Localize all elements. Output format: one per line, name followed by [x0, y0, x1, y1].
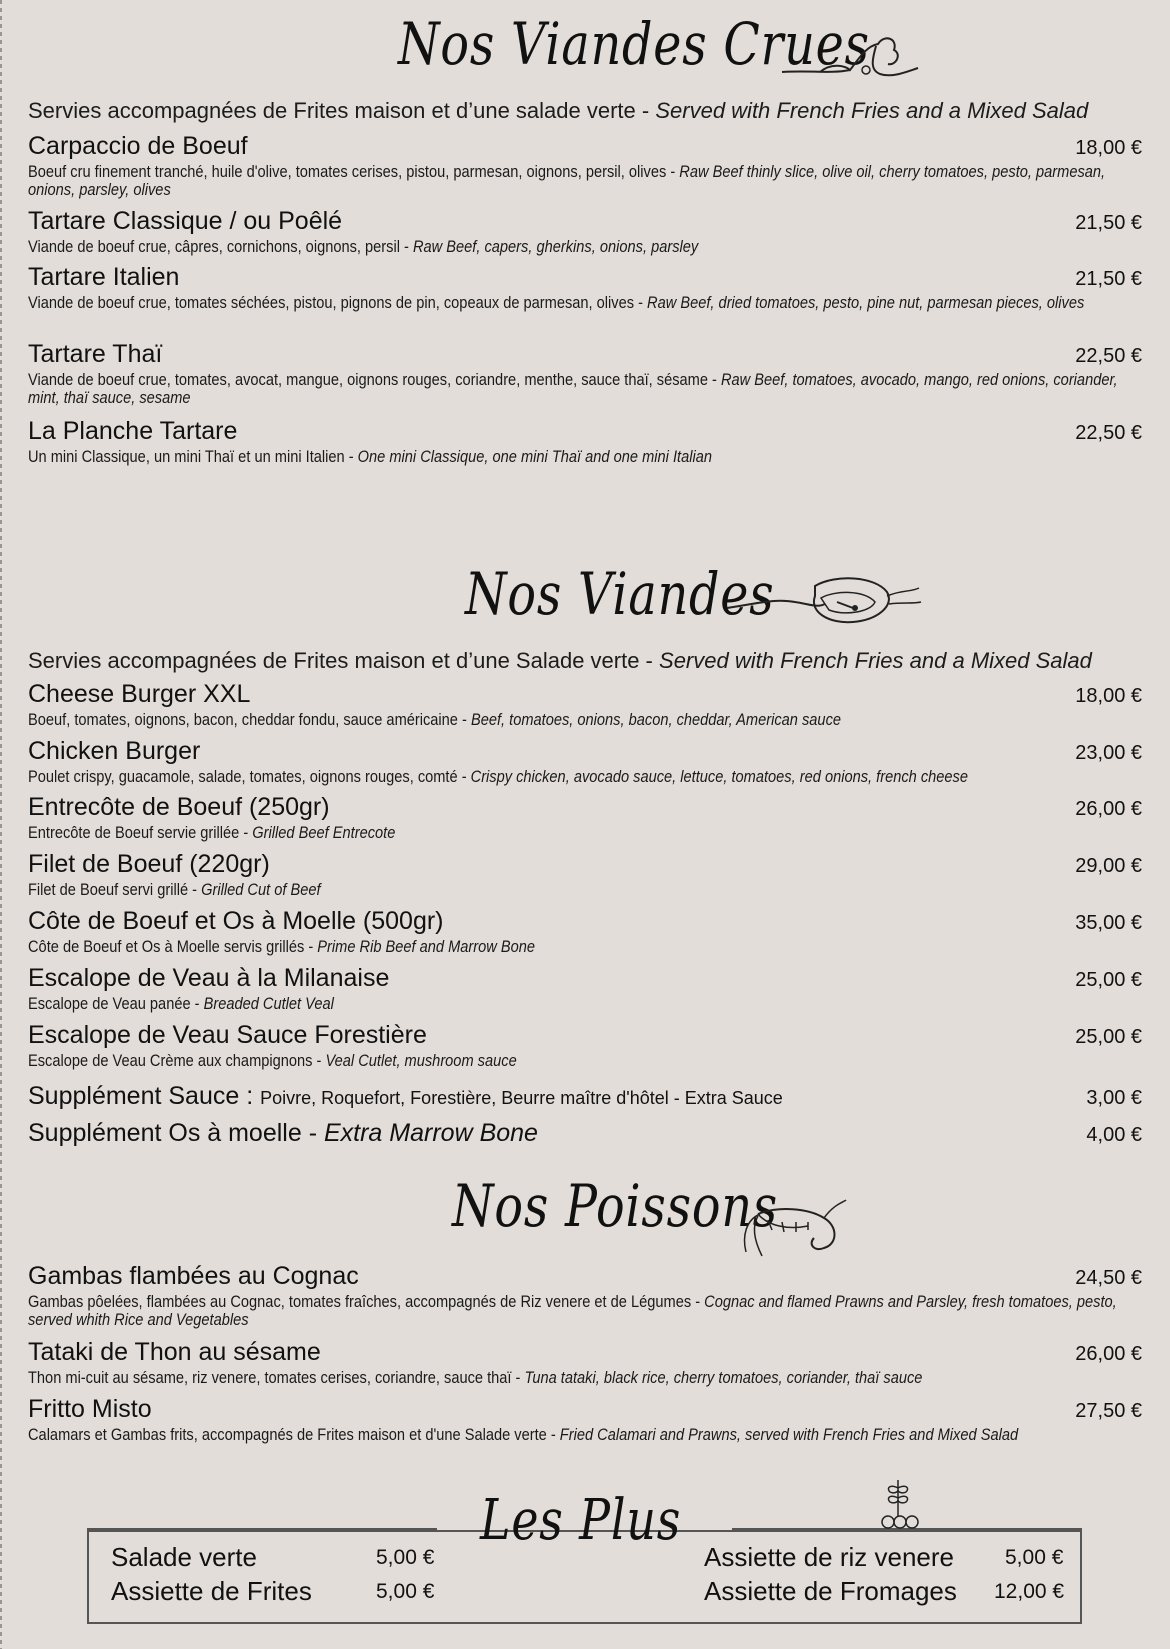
menu-item	[28, 132, 1142, 199]
supplement-bone-title: Supplément Os à moelle -	[28, 1119, 318, 1147]
menu-item	[28, 907, 1142, 956]
section-title-fish: Nos Poissons	[452, 1172, 779, 1240]
menu-item-description-fr: Escalope de Veau Crème aux champignons -	[28, 1051, 322, 1070]
menu-item-description-fr: Viande de boeuf crue, tomates, avocat, mangue, oignons rouges, coriandre, menthe, sauce thaï, sésame -	[28, 370, 717, 389]
menu-item	[28, 1021, 1142, 1070]
menu-item-name: Tartare Italien	[28, 263, 180, 291]
dashed-page-edge	[0, 0, 2, 1649]
menu-item-name: Filet de Boeuf (220gr)	[28, 850, 270, 878]
chef-hat-icon	[780, 26, 920, 86]
menu-item-price: 26,00 €	[1075, 798, 1142, 820]
menu-item-price: 22,50 €	[1075, 345, 1142, 367]
menu-item-description	[28, 881, 1142, 899]
menu-item-description	[28, 824, 1142, 842]
raw-intro-en: Served with French Fries and a Mixed Salad	[655, 98, 1089, 123]
menu-item-description-fr: Côte de Boeuf et Os à Moelle servis grillés -	[28, 937, 314, 956]
extras-item-price: 5,00 €	[376, 1580, 435, 1603]
menu-item-name: Tartare Thaï	[28, 340, 163, 368]
menu-item-description	[28, 938, 1142, 956]
menu-item	[28, 793, 1142, 842]
menu-item-name: Fritto Misto	[28, 1395, 152, 1423]
menu-item-description	[28, 163, 1142, 199]
extras-item-name: Assiette de Fromages	[704, 1576, 957, 1606]
menu-item-name: Gambas flambées au Cognac	[28, 1262, 359, 1290]
menu-item-price: 35,00 €	[1075, 912, 1142, 934]
menu-item-description-fr: Viande de boeuf crue, tomates séchées, pistou, pignons de pin, copeaux de parmesan, olives -	[28, 293, 643, 312]
menu-item-name: La Planche Tartare	[28, 417, 238, 445]
menu-item-description-en: Raw Beef thinly slice, olive oil, cherry tomatoes, pesto, parmesan, onions, parsley, olives	[28, 162, 1106, 199]
menu-item-description-en: Beef, tomatoes, onions, bacon, cheddar, American sauce	[470, 710, 842, 729]
extras-item-price: 12,00 €	[994, 1580, 1065, 1603]
menu-item-price: 25,00 €	[1075, 1026, 1142, 1048]
raw-intro-fr: Servies accompagnées de Frites maison et d’une salade verte -	[28, 98, 650, 123]
supplement-bone-label-en: Extra Marrow Bone	[323, 1119, 538, 1147]
menu-item-price: 27,50 €	[1075, 1400, 1142, 1422]
menu-item	[28, 680, 1142, 729]
supplement-sauce-price: 3,00 €	[1086, 1087, 1142, 1109]
menu-item-description-fr: Viande de boeuf crue, câpres, cornichons, oignons, persil -	[28, 237, 409, 256]
extras-item-price: 5,00 €	[1005, 1546, 1064, 1569]
menu-item-description-fr: Entrecôte de Boeuf servie grillée -	[28, 823, 249, 842]
extras-item-price: 5,00 €	[376, 1546, 435, 1569]
menu-item	[28, 340, 1142, 407]
menu-item-price: 25,00 €	[1075, 969, 1142, 991]
menu-item-price: 22,50 €	[1075, 422, 1142, 444]
menu-item-name: Escalope de Veau Sauce Forestière	[28, 1021, 427, 1049]
extras-item-name: Salade verte	[111, 1542, 257, 1572]
section-title-meats: Nos Viandes	[465, 560, 775, 628]
menu-item-description	[28, 294, 1142, 312]
menu-item-description-en: Crispy chicken, avocado sauce, lettuce, tomatoes, red onions, french cheese	[470, 767, 968, 786]
menu-item-price: 21,50 €	[1075, 212, 1142, 234]
menu-item-description	[28, 768, 1142, 786]
menu-item-description-fr: Boeuf, tomates, oignons, bacon, cheddar fondu, sauce américaine -	[28, 710, 467, 729]
meat-intro	[28, 648, 1142, 674]
menu-item-description-fr: Poulet crispy, guacamole, salade, tomates, oignons rouges, comté -	[28, 767, 467, 786]
menu-item-description	[28, 1293, 1142, 1329]
raw-intro	[28, 98, 1142, 124]
menu-item-name: Côte de Boeuf et Os à Moelle (500gr)	[28, 907, 444, 935]
herb-icon	[872, 1476, 922, 1532]
extras-item-name: Assiette de Frites	[111, 1576, 312, 1606]
extras-item-name: Assiette de riz venere	[704, 1542, 955, 1572]
menu-item-description-en: Tuna tataki, black rice, cherry tomatoes, coriander, thaï sauce	[524, 1368, 923, 1387]
menu-item	[28, 263, 1142, 312]
menu-item-name: Entrecôte de Boeuf (250gr)	[28, 793, 330, 821]
menu-item-description	[28, 238, 1142, 256]
menu-item	[28, 737, 1142, 786]
supplement-sauce-label	[28, 1082, 783, 1111]
menu-item-name: Cheese Burger XXL	[28, 680, 251, 708]
menu-item	[28, 1262, 1142, 1329]
menu-item-name: Tartare Classique / ou Poêlé	[28, 207, 343, 235]
menu-item-description-en: Breaded Cutlet Veal	[203, 994, 334, 1013]
section-title-extras: Les Plus	[480, 1488, 682, 1553]
menu-item-description-en: Grilled Cut of Beef	[201, 880, 321, 899]
supplement-bone	[28, 1119, 1142, 1148]
menu-item-description-en: Cognac and flamed Prawns and Parsley, fresh tomatoes, pesto, served whith Rice and Vegetables	[28, 1292, 1117, 1329]
menu-item-price: 18,00 €	[1075, 685, 1142, 707]
supplement-sauce-title: Supplément Sauce :	[28, 1082, 254, 1110]
supplement-sauce	[28, 1082, 1142, 1111]
menu-item-name: Escalope de Veau à la Milanaise	[28, 964, 390, 992]
menu-item-description-en: Raw Beef, tomatoes, avocado, mango, red onions, coriander, mint, thaï sauce, sesame	[28, 370, 1118, 407]
menu-item-price: 29,00 €	[1075, 855, 1142, 877]
menu-item-description-fr: Escalope de Veau panée -	[28, 994, 200, 1013]
menu-item-description-en: Fried Calamari and Prawns, served with French Fries and Mixed Salad	[559, 1425, 1019, 1444]
menu-item-price: 24,50 €	[1075, 1267, 1142, 1289]
menu-item	[28, 1395, 1142, 1444]
menu-item-description	[28, 995, 1142, 1013]
meat-intro-en: Served with French Fries and a Mixed Salad	[659, 648, 1092, 673]
menu-item-description-fr: Calamars et Gambas frits, accompagnés de Frites maison et d'une Salade verte -	[28, 1425, 556, 1444]
menu-item-price: 23,00 €	[1075, 742, 1142, 764]
menu-item-description-fr: Boeuf cru finement tranché, huile d'olive, tomates cerises, pistou, parmesan, oignons, persil, olives -	[28, 162, 676, 181]
supplement-bone-price: 4,00 €	[1086, 1124, 1142, 1146]
menu-item-description	[28, 1369, 1142, 1387]
menu-item-description	[28, 711, 1142, 729]
menu-item-name: Tataki de Thon au sésame	[28, 1338, 321, 1366]
menu-item-description-fr: Gambas pôelées, flambées au Cognac, tomates fraîches, accompagnés de Riz venere et de Légumes -	[28, 1292, 701, 1311]
menu-item-description	[28, 371, 1142, 407]
meat-intro-fr: Servies accompagnées de Frites maison et d’une Salade verte -	[28, 648, 653, 673]
menu-item-description-en: Grilled Beef Entrecote	[252, 823, 396, 842]
menu-item	[28, 1338, 1142, 1387]
steak-icon	[725, 568, 925, 638]
menu-item-description	[28, 448, 1142, 466]
menu-item-price: 18,00 €	[1075, 137, 1142, 159]
menu-item-description-en: One mini Classique, one mini Thaï and one mini Italian	[357, 447, 712, 466]
section-title-raw-meats: Nos Viandes Crues	[398, 10, 870, 78]
menu-item-price: 26,00 €	[1075, 1343, 1142, 1365]
menu-item	[28, 207, 1142, 256]
menu-item-price: 21,50 €	[1075, 268, 1142, 290]
menu-item-description-en: Raw Beef, capers, gherkins, onions, parsley	[412, 237, 699, 256]
menu-item	[28, 417, 1142, 466]
menu-item-name: Carpaccio de Boeuf	[28, 132, 248, 160]
supplement-bone-label	[28, 1119, 538, 1148]
menu-item-description-en: Raw Beef, dried tomatoes, pesto, pine nut, parmesan pieces, olives	[647, 293, 1085, 312]
menu-item-description-en: Veal Cutlet, mushroom sauce	[325, 1051, 517, 1070]
menu-item-description-fr: Thon mi-cuit au sésame, riz venere, tomates cerises, coriandre, sauce thaï -	[28, 1368, 521, 1387]
menu-item-description	[28, 1426, 1142, 1444]
menu-item-name: Chicken Burger	[28, 737, 201, 765]
menu-item-description	[28, 1052, 1142, 1070]
shrimp-icon	[738, 1196, 848, 1266]
menu-item-description-en: Prime Rib Beef and Marrow Bone	[317, 937, 536, 956]
menu-item-description-fr: Filet de Boeuf servi grillé -	[28, 880, 198, 899]
menu-item	[28, 964, 1142, 1013]
supplement-sauce-detail: Poivre, Roquefort, Forestière, Beurre maître d'hôtel - Extra Sauce	[260, 1088, 783, 1108]
menu-item	[28, 850, 1142, 899]
menu-item-description-fr: Un mini Classique, un mini Thaï et un mini Italien -	[28, 447, 354, 466]
